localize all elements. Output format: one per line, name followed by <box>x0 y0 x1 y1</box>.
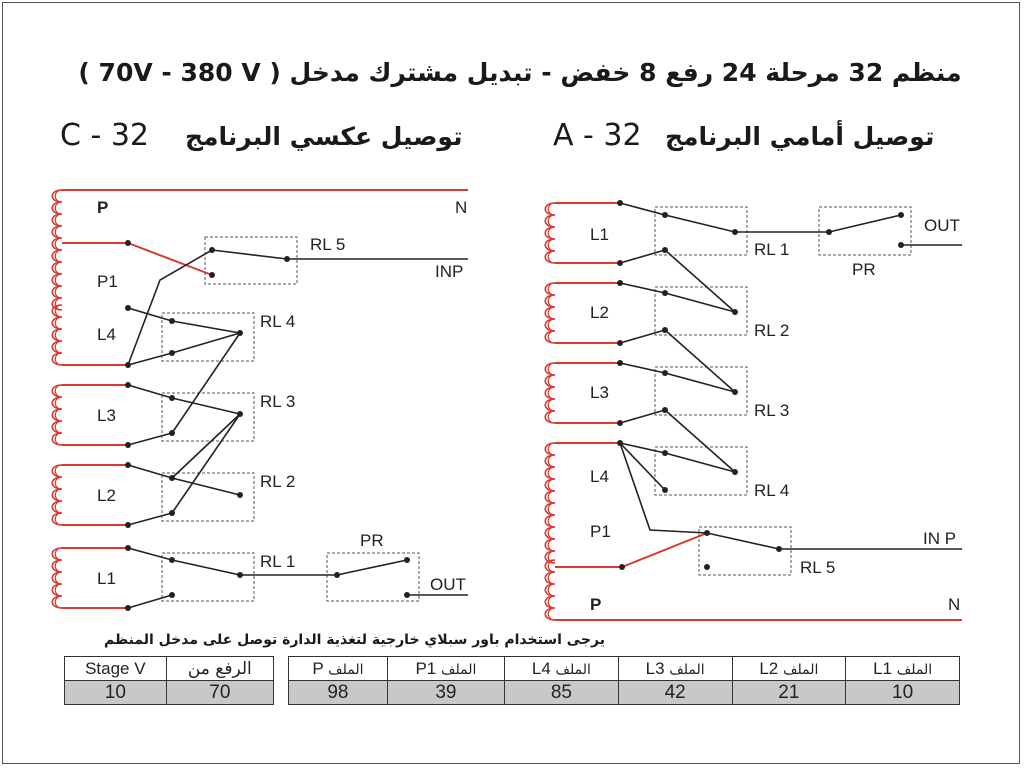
left-coil-label-l3: L3 <box>97 406 116 425</box>
left-coil-label-l1: L1 <box>97 569 116 588</box>
right-circuit <box>545 200 962 620</box>
raise-from-header: الرفع من <box>166 657 273 681</box>
coil-value-l2: 21 <box>732 681 846 705</box>
right-coil-label-l3: L3 <box>590 383 609 402</box>
coil-header-l2: L2 الملف <box>732 657 846 681</box>
coil-value-l4: 85 <box>505 681 619 705</box>
stage-v-value: 10 <box>65 681 167 705</box>
right-relay-label-rl5: RL 5 <box>800 558 836 577</box>
coil-value-p1: 39 <box>387 681 504 705</box>
left-relay-label-rl1: RL 1 <box>260 552 296 571</box>
left-relay-box-rl5 <box>205 237 297 284</box>
left-relay-label-rl5: RL 5 <box>310 235 346 254</box>
right-terminal-p: P <box>590 595 602 614</box>
right-terminal-inp: IN P <box>923 529 957 548</box>
left-relay-label-rl4: RL 4 <box>260 312 296 331</box>
coil-header-p1: P1 الملف <box>387 657 504 681</box>
left-coil-label-l2: L2 <box>97 486 116 505</box>
power-supply-note: يرجى استخدام باور سبلاي خارجية لتغذية الدارة توصل على مدخل المنظم <box>104 632 605 648</box>
coil-value-l1: 10 <box>846 681 960 705</box>
right-terminal-n: N <box>948 595 961 614</box>
raise-from-value: 70 <box>166 681 273 705</box>
right-terminal-out: OUT <box>924 216 960 235</box>
right-coil-label-p1: P1 <box>590 522 611 541</box>
left-relay-box-rl3 <box>162 393 254 441</box>
left-heading-code: C - 32 <box>60 118 150 153</box>
diagram-title: منظم 32 مرحلة 24 رفع 8 خفض - تبديل مشترك مدخل ( 70V - 380 V ) <box>78 58 962 87</box>
coil-header-l3: L3 الملف <box>618 657 732 681</box>
left-relay-label-rl3: RL 3 <box>260 392 296 411</box>
left-coil-label-l4: L4 <box>97 325 116 344</box>
coil-header-l4: L4 الملف <box>505 657 619 681</box>
left-relay-box-rl4 <box>162 313 254 361</box>
left-terminal-p: P <box>97 198 109 217</box>
coil-header-l1: L1 الملف <box>846 657 960 681</box>
left-labels <box>97 198 467 594</box>
left-terminal-out: OUT <box>430 575 466 594</box>
left-heading-text: توصيل عكسي البرنامج <box>185 122 463 151</box>
right-relay-label-rl3: RL 3 <box>754 401 790 420</box>
left-relay-label-pr: PR <box>360 531 384 550</box>
coil-value-p: 98 <box>289 681 388 705</box>
stage-v-header: Stage V <box>65 657 167 681</box>
right-relay-label-rl2: RL 2 <box>754 321 790 340</box>
right-coil-label-l4: L4 <box>590 467 609 486</box>
right-coil-label-l2: L2 <box>590 303 609 322</box>
right-relay-label-rl1: RL 1 <box>754 240 790 259</box>
left-coil-label-p1: P1 <box>97 272 118 291</box>
right-heading-text: توصيل أمامي البرنامج <box>665 122 935 151</box>
right-coil-label-l1: L1 <box>590 225 609 244</box>
coil-value-l3: 42 <box>618 681 732 705</box>
left-terminal-n: N <box>455 198 468 217</box>
left-circuit <box>52 190 468 611</box>
right-heading-code: A - 32 <box>553 118 642 153</box>
left-wiring <box>128 250 468 608</box>
left-terminal-inp: INP <box>435 262 464 281</box>
right-relay-label-rl4: RL 4 <box>754 481 790 500</box>
left-relay-label-rl2: RL 2 <box>260 472 296 491</box>
coil-table <box>288 656 960 705</box>
right-relay-label-pr: PR <box>852 260 876 279</box>
stage-table <box>64 656 274 705</box>
coil-header-p: P الملف <box>289 657 388 681</box>
